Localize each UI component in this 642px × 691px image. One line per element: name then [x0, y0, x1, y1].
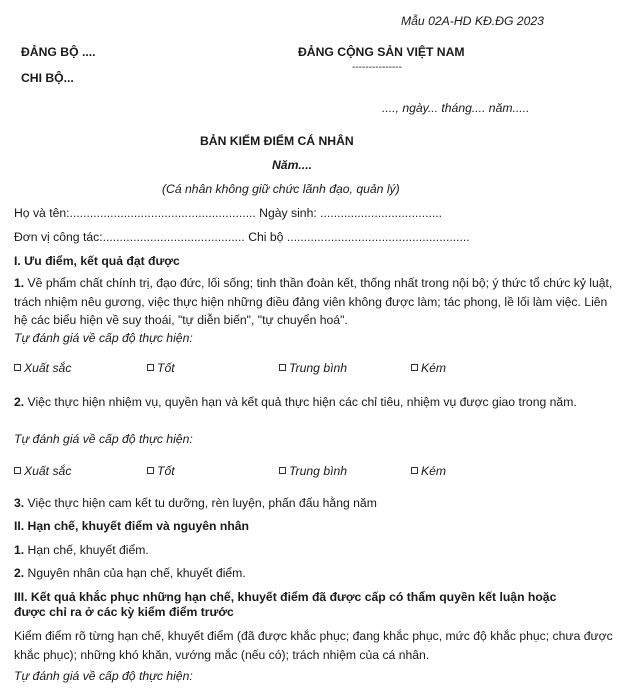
self-eval-label-1: Tự đánh giá về cấp độ thực hiện: [14, 331, 193, 345]
unit-cell-field: Đơn vị công tác:.......................................... Chi bộ ...................................................... [14, 230, 470, 244]
section-2-item-1: 1. Hạn chế, khuyết điểm. [14, 543, 149, 557]
checkbox-icon [411, 467, 418, 474]
section-1-item-2: 2. Việc thực hiện nhiệm vụ, quyền hạn và kết quả thực hiện các chỉ tiêu, nhiệm vụ được giao trong năm. [14, 395, 577, 409]
checkbox-icon [147, 364, 154, 371]
checkbox-icon [14, 364, 21, 371]
date-line: ...., ngày... tháng.... năm..... [382, 101, 530, 115]
form-code: Mẫu 02A-HD KĐ.ĐG 2023 [401, 14, 544, 28]
rating-1-poor[interactable]: Kém [411, 361, 446, 375]
section-2-item-2: 2. Nguyên nhân của hạn chế, khuyết điểm. [14, 566, 246, 580]
self-eval-label-2: Tự đánh giá về cấp độ thực hiện: [14, 432, 193, 446]
section-1-item-1: 1. Về phẩm chất chính trị, đạo đức, lối sống; tinh thần đoàn kết, thống nhất trong nội bộ; ý thức tổ chức kỷ luật, trách nhiệm nêu gương, việc thực hiện những điều đảng viên không được làm; tác phong, lề lối làm việc. Liên hệ các biểu hiện về suy thoái, "tự diễn biến", "tự chuyển hoá". [14, 276, 613, 327]
rating-2-good[interactable]: Tốt [147, 464, 175, 478]
document-subtitle: (Cá nhân không giữ chức lãnh đạo, quản lý) [162, 182, 400, 196]
checkbox-icon [147, 467, 154, 474]
checkbox-icon [279, 364, 286, 371]
rating-1-excellent[interactable]: Xuất sắc [14, 361, 71, 375]
checkbox-icon [14, 467, 21, 474]
document-year: Năm.... [272, 158, 312, 172]
party-name-underline: --------------- [352, 62, 402, 73]
rating-2-average[interactable]: Trung bình [279, 464, 347, 478]
rating-1-good[interactable]: Tốt [147, 361, 175, 375]
checkbox-icon [411, 364, 418, 371]
rating-1-average[interactable]: Trung bình [279, 361, 347, 375]
party-name: ĐẢNG CỘNG SẢN VIỆT NAM [298, 45, 465, 59]
rating-2-poor[interactable]: Kém [411, 464, 446, 478]
section-2-heading: II. Hạn chế, khuyết điểm và nguyên nhân [14, 519, 250, 533]
checkbox-icon [279, 467, 286, 474]
section-1-item-3: 3. Việc thực hiện cam kết tu dưỡng, rèn luyện, phấn đấu hằng năm [14, 496, 377, 510]
section-3-body: Kiểm điểm rõ từng hạn chế, khuyết điểm (đã được khắc phục; đang khắc phục, mức độ khắc phục; chưa được khắc phục); những khó khăn, vướng mắc (nếu có); trách nhiệm của cá nhân. [14, 629, 613, 662]
section-3-heading: III. Kết quả khắc phục những hạn chế, khuyết điểm đã được cấp có thẩm quyền kết luận hoặc được chỉ ra ở các kỳ kiểm điểm trước [14, 590, 557, 619]
name-birthdate-field: Họ và tên:....................................................... Ngày sinh: .................................... [14, 206, 443, 220]
document-title: BẢN KIỂM ĐIỂM CÁ NHÂN [200, 134, 354, 148]
rating-2-excellent[interactable]: Xuất sắc [14, 464, 71, 478]
self-eval-label-3: Tự đánh giá về cấp độ thực hiện: [14, 669, 193, 683]
party-committee-label: ĐẢNG BỘ .... [21, 45, 96, 59]
party-cell-label: CHI BỘ... [21, 71, 74, 85]
section-1-heading: I. Ưu điểm, kết quả đạt được [14, 254, 180, 268]
